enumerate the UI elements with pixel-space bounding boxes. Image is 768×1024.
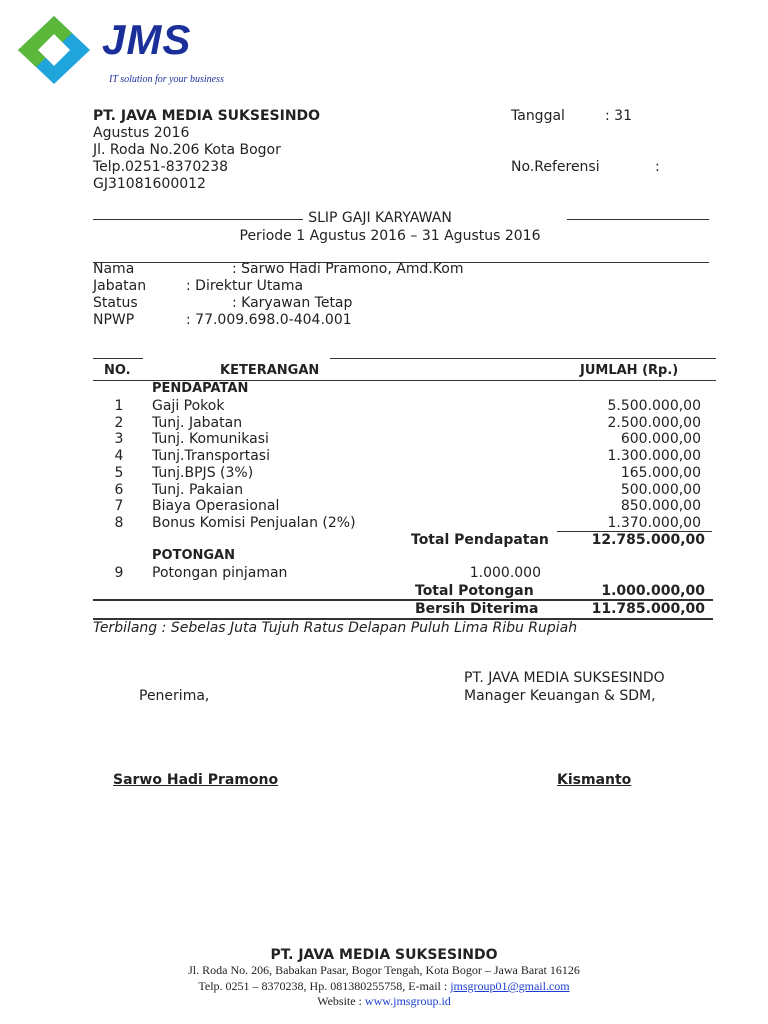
logo (14, 12, 224, 90)
table-row (0, 515, 768, 532)
row-amount: 1.300.000,00 (607, 448, 701, 465)
row-number: 5 (114, 464, 124, 481)
employee-status-label: Status (93, 295, 138, 311)
table-row (0, 482, 768, 499)
table-row (0, 448, 768, 465)
row-description: Tunj.Transportasi (152, 448, 270, 465)
row-number: 1 (114, 398, 124, 414)
row-description: Tunj. Pakaian (152, 481, 244, 498)
footer-contact (84, 979, 684, 994)
row-description: Tunj.BPJS (3%) (152, 464, 254, 481)
row-amount: 600.000,00 (620, 431, 701, 448)
row-amount: 5.500.000,00 (607, 398, 701, 414)
income-heading: PENDAPATAN (152, 381, 249, 396)
row-amount: 500.000,00 (620, 481, 701, 498)
deduction-description: Potongan pinjaman (152, 565, 288, 581)
table-rule-top-left (93, 358, 143, 359)
receiver-name: Sarwo Hadi Pramono (113, 772, 279, 788)
row-number: 2 (114, 414, 124, 431)
total-income-label: Total Pendapatan (411, 532, 549, 548)
row-amount: 850.000,00 (620, 498, 701, 515)
company-address: Jl. Roda No.206 Kota Bogor (93, 142, 281, 158)
manager-name: Kismanto (557, 772, 632, 788)
receiver-label: Penerima, (139, 688, 210, 704)
logo-tagline: IT solution for your business (109, 74, 224, 85)
table-row (0, 398, 768, 415)
footer-website-label: Website : (317, 994, 362, 1008)
row-description: Tunj. Komunikasi (152, 431, 269, 448)
table-row (0, 498, 768, 515)
employee-npwp-label: NPWP (93, 312, 135, 328)
deduction-no: 9 (114, 565, 124, 581)
footer-contact-text: Telp. 0251 – 8370238, Hp. 081380255758, E-mail : (198, 979, 448, 993)
employee-name-value: : Sarwo Hadi Pramono, Amd.Kom (232, 261, 464, 277)
footer-email-link[interactable]: jmsgroup01@gmail.com (450, 979, 570, 993)
row-amount: 2.500.000,00 (607, 414, 701, 431)
table-header-amount: JUMLAH (Rp.) (580, 363, 679, 378)
table-header-description: KETERANGAN (220, 363, 320, 378)
row-number: 6 (114, 481, 124, 498)
title-rule-right (567, 219, 709, 220)
logo-text: JMS (102, 16, 192, 63)
table-row (0, 431, 768, 448)
manager-title: Manager Keuangan & SDM, (464, 688, 656, 704)
employee-status-value: : Karyawan Tetap (232, 295, 353, 311)
table-row (0, 465, 768, 482)
net-value: 11.785.000,00 (591, 601, 705, 617)
footer-company: PT. JAVA MEDIA SUKSESINDO (270, 947, 498, 963)
footer-address: Jl. Roda No. 206, Babakan Pasar, Bogor Tengah, Kota Bogor – Jawa Barat 16126 (188, 963, 580, 977)
row-description: Biaya Operasional (152, 498, 280, 515)
slip-title: SLIP GAJI KARYAWAN (308, 210, 452, 226)
jms-logo-icon (14, 12, 94, 90)
date-label: Tanggal (511, 108, 565, 124)
amount-in-words: Terbilang : Sebelas Juta Tujuh Ratus Delapan Puluh Lima Ribu Rupiah (93, 620, 578, 636)
employee-position-label: Jabatan (93, 278, 147, 294)
employee-npwp-value: : 77.009.698.0-404.001 (186, 312, 352, 328)
date-value: : 31 (605, 108, 632, 124)
reference-label: No.Referensi (511, 159, 600, 175)
row-description: Bonus Komisi Penjualan (2%) (152, 514, 356, 531)
net-label: Bersih Diterima (415, 601, 539, 617)
company-phone: Telp.0251-8370238 (93, 159, 229, 175)
reference-value: GJ31081600012 (93, 176, 206, 192)
row-amount: 1.370.000,00 (607, 514, 701, 531)
reference-colon: : (655, 159, 660, 175)
slip-period: Periode 1 Agustus 2016 – 31 Agustus 2016 (239, 228, 541, 244)
total-deduction-value: 1.000.000,00 (601, 583, 705, 599)
table-row (0, 415, 768, 432)
total-income-value: 12.785.000,00 (591, 532, 705, 548)
table-rule-top-right (330, 358, 716, 359)
total-deduction-label: Total Potongan (415, 583, 534, 599)
row-description: Gaji Pokok (152, 398, 225, 414)
row-number: 4 (114, 448, 124, 465)
row-number: 8 (114, 514, 124, 531)
row-amount: 165.000,00 (620, 464, 701, 481)
row-number: 3 (114, 431, 124, 448)
signature-company: PT. JAVA MEDIA SUKSESINDO (464, 670, 665, 686)
row-description: Tunj. Jabatan (152, 414, 243, 431)
row-number: 7 (114, 498, 124, 515)
table-header-no: NO. (104, 363, 131, 378)
footer-website-link[interactable]: www.jmsgroup.id (364, 994, 451, 1008)
employee-name-label: Nama (93, 261, 135, 277)
deduction-sub-amount: 1.000.000 (469, 565, 541, 581)
deduction-heading: POTONGAN (152, 548, 235, 563)
employee-position-value: : Direktur Utama (186, 278, 304, 294)
company-name: PT. JAVA MEDIA SUKSESINDO (93, 108, 321, 124)
date-continuation: Agustus 2016 (93, 125, 190, 141)
footer-website (84, 994, 684, 1009)
